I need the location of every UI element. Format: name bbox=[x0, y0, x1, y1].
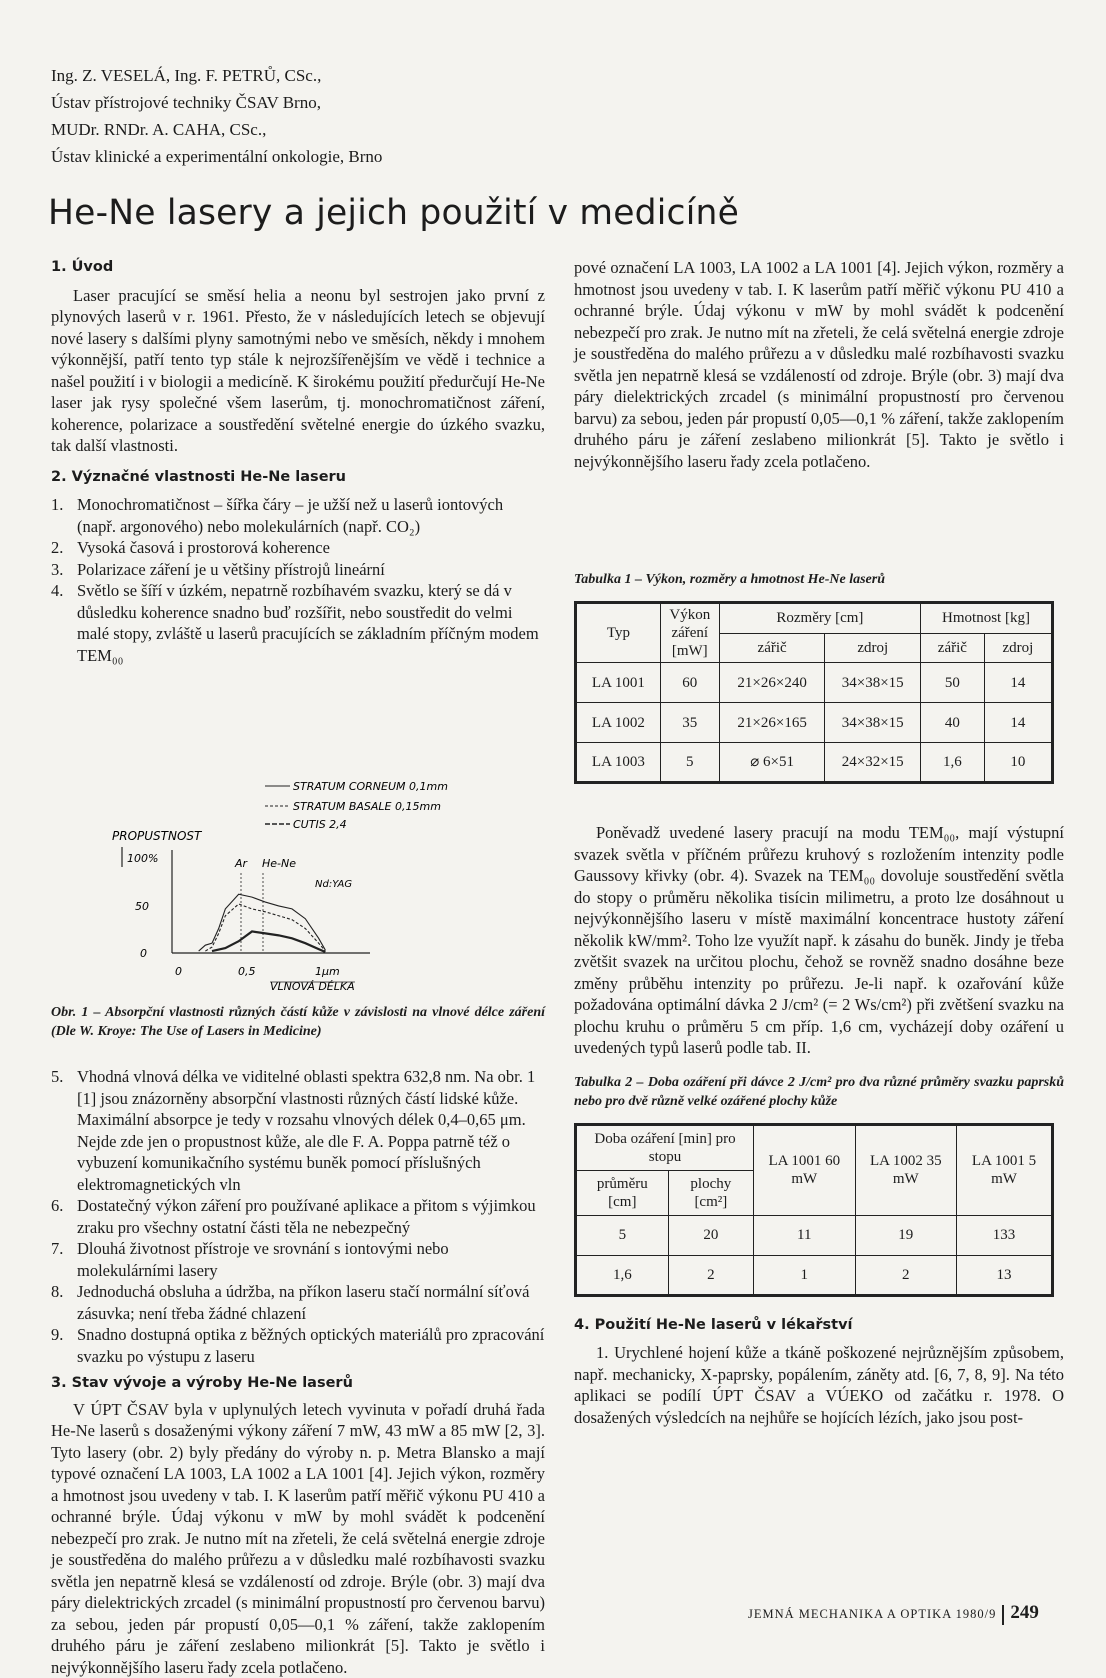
table-cell: 21×26×165 bbox=[719, 703, 825, 743]
table-cell: 35 bbox=[660, 703, 719, 743]
table-header: Doba ozáření [min] pro stopu bbox=[576, 1124, 754, 1170]
list-number: 9. bbox=[51, 1324, 63, 1346]
table-cell: 5 bbox=[576, 1215, 669, 1255]
list-number: 8. bbox=[51, 1281, 63, 1303]
right-column bbox=[574, 570, 1064, 784]
list-text: Monochromatičnost – šířka čáry – je užší než u laserů iontových (např. argonového) nebo molekulárních (např. CO₂) bbox=[77, 495, 503, 536]
table-subheader: plochy [cm²] bbox=[668, 1170, 753, 1215]
table1-caption: Tabulka 1 – Výkon, rozměry a hmotnost He-Ne laserů bbox=[574, 570, 1064, 589]
table-subheader: zářič bbox=[921, 633, 985, 662]
table-cell: 10 bbox=[984, 743, 1052, 783]
paragraph: 1. Urychlené hojení kůže a tkáně poškozené nejrůznějším způsobem, např. mechanicky, X-paprsky, popálením, záněty atd. [6, 7, 8, 9]. Na této aplikaci se podílí ÚPT ČSAV a VÚEKO od začátku r. 1978. O dosažených výsledcích na nejhůře se hojících lézích, jako jsou post- bbox=[574, 1342, 1064, 1428]
table-cell: 14 bbox=[984, 703, 1052, 743]
legend-item: CUTIS 2,4 bbox=[293, 818, 347, 831]
right-column-top bbox=[574, 257, 1064, 472]
laser-label-ar: Ar bbox=[234, 857, 249, 870]
paragraph: V ÚPT ČSAV byla v uplynulých letech vyvinuta v pořadí druhá řada He-Ne laserů s dosaženými výkony záření 7 mW, 43 mW a 85 mW [2, 3]. Tyto lasery (obr. 2) byly předány do výroby n. p. Metra Blansko a mají typové označení LA 1003, LA 1002 a LA 1001 [4]. Jejich výkon, rozměry a hmotnost jsou uvedeny v tab. I. K laserům patří měřič výkonu PU 410 a ochranné brýle. Údaj výkonu v mW by mohl svádět k podcenění nebezpečí pro zrak. Je nutno mít na zřeteli, že celá světelná energie zdroje je soustředěna do malého průřezu a v důsledku malé rozbíhavosti svazku světla jen nepatrně klesá se vzdáleností od zdroje. Brýle (obr. 3) mají dva páry dielektrických zrcadel (s minimální propustností pro červenou barvu) za sebou, jeden pár propustí 0,05—0,1 % záření, takže zaklopením druhého páru je záření zeslabeno milionkrát [5]. Takto je světlo i nejvýkonnějšího laseru řady zcela potlačeno. bbox=[51, 1399, 545, 1678]
legend-item: STRATUM BASALE 0,15mm bbox=[293, 800, 441, 813]
table-cell: ⌀ 6×51 bbox=[719, 743, 825, 783]
y-axis-label: PROPUSTNOST bbox=[112, 829, 203, 843]
table-subheader: zdroj bbox=[984, 633, 1052, 662]
table-cell: LA 1003 bbox=[576, 743, 661, 783]
list-text: Jednoduchá obsluha a údržba, na příkon laseru stačí normální síťová zásuvka; není třeba žádné chlazení bbox=[77, 1282, 529, 1323]
figure-legend bbox=[265, 780, 448, 831]
table-row bbox=[576, 1255, 1053, 1295]
curve-series-3 bbox=[212, 931, 325, 952]
table2-caption: Tabulka 2 – Doba ozáření při dávce 2 J/cm² pro dva různé průměry svazku paprsků nebo pro dvě různě velké ozářené plochy kůže bbox=[574, 1073, 1064, 1111]
table-header: Výkon záření [mW] bbox=[660, 603, 719, 663]
list-number: 1. bbox=[51, 494, 63, 516]
paragraph: Poněvadž uvedené lasery pracují na modu TEM₀₀, mají výstupní svazek světla v příčném průřezu kruhový s rozložením intenzity podle Gaussovy křivky (obr. 4). Svazek na TEM₀₀ dovoluje soustředění světla do stopy o průměru několika tisícin milimetru, a proto lze dosáhnout u nejvýkonnějšího laseru v místě maximální koncentrace hustoty záření několik kW/mm². Toho lze využít např. k zásahu do buněk. Jindy je třeba zvětšit svazek na určitou plochu, čehož se rovněž snadno dosáhne beze změny průběhu intenzity po průřezu. Je-li např. k ozařování kůže požadována optimální dávka 2 J/cm² (= 2 Ws/cm²) při zvětšení svazku na plochu kruhu o průměru 5 cm příp. 1,6 cm, vycházejí doby ozáření u uvedených typů laserů podle tab. II. bbox=[574, 822, 1064, 1059]
table-row bbox=[576, 1215, 1053, 1255]
left-column bbox=[51, 257, 545, 666]
list-item bbox=[51, 494, 545, 537]
journal-name: JEMNÁ MECHANIKA A OPTIKA 1980/9 bbox=[748, 1607, 996, 1621]
table-cell: 50 bbox=[921, 663, 985, 703]
table-cell: 2 bbox=[668, 1255, 753, 1295]
table-cell: 14 bbox=[984, 663, 1052, 703]
table-cell: 60 bbox=[660, 663, 719, 703]
table-header: Hmotnost [kg] bbox=[921, 603, 1053, 634]
table-cell: 11 bbox=[754, 1215, 856, 1255]
table-row bbox=[576, 703, 1053, 743]
list-number: 6. bbox=[51, 1195, 63, 1217]
list-number: 3. bbox=[51, 559, 63, 581]
table1 bbox=[574, 601, 1054, 784]
list-text: Vysoká časová i prostorová koherence bbox=[77, 538, 330, 557]
list-item bbox=[51, 1281, 545, 1324]
list-item bbox=[51, 1066, 545, 1195]
page-number: 249 bbox=[1010, 1602, 1039, 1623]
list-item bbox=[51, 1195, 545, 1238]
list-number: 4. bbox=[51, 580, 63, 602]
table-cell: 24×32×15 bbox=[825, 743, 921, 783]
table-cell: 133 bbox=[957, 1215, 1053, 1255]
table-cell: 34×38×15 bbox=[825, 663, 921, 703]
laser-label-ndyag: Nd:YAG bbox=[315, 879, 352, 890]
table2 bbox=[574, 1123, 1054, 1297]
list-number: 2. bbox=[51, 537, 63, 559]
list-item bbox=[51, 559, 545, 581]
list-text: Vhodná vlnová délka ve viditelné oblasti spektra 632,8 nm. Na obr. 1 [1] jsou znázorněny absorpční vlastnosti různých částí lidské kůže. Maximální absorpce je tedy v rozsahu vlnových délek 0,4–0,65 μm. Nejde zde jen o propustnost kůže, ale dle F. A. Poppa patrně též o vybuzení komunikačního systému buněk pomocí příslušných elektromagnetických vln bbox=[77, 1067, 535, 1194]
x-tick-label: 0 bbox=[175, 965, 182, 978]
table-cell: 1,6 bbox=[576, 1255, 669, 1295]
author-line: Ing. Z. VESELÁ, Ing. F. PETRŮ, CSc., bbox=[51, 62, 382, 89]
list-text: Snadno dostupná optika z běžných optických materiálů pro zpracování svazku po výstupu z laseru bbox=[77, 1325, 544, 1366]
y-tick-label: 0 bbox=[140, 947, 147, 960]
table-row bbox=[576, 743, 1053, 783]
table-row bbox=[576, 663, 1053, 703]
table-cell: 5 bbox=[660, 743, 719, 783]
x-axis-label: VLNOVÁ DÉLKA bbox=[270, 980, 355, 993]
table-subheader: průměru [cm] bbox=[576, 1170, 669, 1215]
table-cell: 21×26×240 bbox=[719, 663, 825, 703]
list-number: 5. bbox=[51, 1066, 63, 1088]
property-list bbox=[51, 494, 545, 666]
page-footer bbox=[748, 1602, 1039, 1625]
x-tick-label: 1μm bbox=[315, 965, 340, 978]
table-cell: LA 1001 bbox=[576, 663, 661, 703]
paragraph: Laser pracující se směsí helia a neonu byl sestrojen jako první z plynových laserů v r. 1961. Přesto, že v následujících letech se objevují nové lasery s dalšími plyny samotnými nebo ve směsích, někdy i mnohem výkonnější, patří tento typ stále k nejrozšířenějším ve vědě i technice a našel použití i v biologii a medicíně. K širokému použití předurčují He-Ne laser jak rysy společné všem laserům, tj. monochromatičnost záření, koherence, polarizace a soustředění světelné energie do úzkého svazku, tak další vlastnosti. bbox=[51, 285, 545, 457]
table-subheader: zdroj bbox=[825, 633, 921, 662]
table-header: Typ bbox=[576, 603, 661, 663]
list-item bbox=[51, 580, 545, 666]
table-cell: 1 bbox=[754, 1255, 856, 1295]
x-tick-label: 0,5 bbox=[238, 965, 256, 978]
list-item bbox=[51, 537, 545, 559]
table-cell: 2 bbox=[855, 1255, 957, 1295]
paragraph-continued bbox=[574, 257, 1064, 472]
property-list-continued bbox=[51, 1066, 545, 1367]
affiliation-line: Ústav klinické a experimentální onkologie, Brno bbox=[51, 143, 382, 170]
table-cell: 13 bbox=[957, 1255, 1053, 1295]
table-cell: 19 bbox=[855, 1215, 957, 1255]
list-number: 7. bbox=[51, 1238, 63, 1260]
table-header: LA 1001 5 mW bbox=[957, 1124, 1053, 1215]
table-subheader: zářič bbox=[719, 633, 825, 662]
author-line: MUDr. RNDr. A. CAHA, CSc., bbox=[51, 116, 382, 143]
list-text: Dlouhá životnost přístroje ve srovnání s iontovými nebo molekulárními lasery bbox=[77, 1239, 449, 1280]
section-heading: 4. Použití He-Ne laserů v lékařství bbox=[574, 1315, 1064, 1337]
list-text: Polarizace záření je u většiny přístrojů lineární bbox=[77, 560, 385, 579]
left-column-lower bbox=[51, 1066, 545, 1678]
section-heading: 1. Úvod bbox=[51, 257, 545, 279]
list-text: Dostatečný výkon záření pro používané aplikace a přitom s výjimkou zraku pro všechny ostatní části těla ne nebezpečný bbox=[77, 1196, 536, 1237]
section-heading: 3. Stav vývoje a výroby He-Ne laserů bbox=[51, 1373, 545, 1395]
table-cell: 40 bbox=[921, 703, 985, 743]
table-cell: 20 bbox=[668, 1215, 753, 1255]
table-header: Rozměry [cm] bbox=[719, 603, 920, 634]
author-block bbox=[51, 62, 382, 170]
right-column-middle bbox=[574, 822, 1064, 1428]
footer-divider bbox=[1002, 1605, 1004, 1625]
list-item bbox=[51, 1238, 545, 1281]
s3-continuation: pové označení LA 1003, LA 1002 a LA 1001 [4]. Jejich výkon, rozměry a hmotnost jsou uvedeny v tab. I. K laserům patří měřič výkonu PU 410 a ochranné brýle. Údaj výkonu v mW by mohl svádět k podcenění nebezpečí pro zrak. Je nutno mít na zřeteli, že celá světelná energie zdroje je soustředěna do malého průřezu a v důsledku malé rozbíhavosti svazku světla jen nepatrně klesá se vzdáleností od zdroje. Brýle (obr. 3) mají dva páry dielektrických zrcadel (s minimální propustností pro červenou barvu) za sebou, jeden pár propustí 0,05—0,1 % záření, takže zaklopením druhého páru je záření zeslabeno milionkrát [5]. Takto je světlo i nejvýkonnějšího laseru řady zcela potlačeno. bbox=[574, 258, 1064, 471]
y-tick-label: 50 bbox=[135, 900, 149, 913]
absorption-figure bbox=[100, 775, 520, 995]
affiliation-line: Ústav přístrojové techniky ČSAV Brno, bbox=[51, 89, 382, 116]
section-heading: 2. Význačné vlastnosti He-Ne laseru bbox=[51, 467, 545, 489]
table-header: LA 1001 60 mW bbox=[754, 1124, 856, 1215]
list-text: Světlo se šíří v úzkém, nepatrně rozbíhavém svazku, který se dá v důsledku koherence snadno buď rozšířit, nebo soustředit do velmi malé stopy, zvláště u laserů pracujících se základním příčným modem TEM₀₀ bbox=[77, 581, 539, 665]
table-cell: LA 1002 bbox=[576, 703, 661, 743]
table-cell: 34×38×15 bbox=[825, 703, 921, 743]
laser-label-hene: He-Ne bbox=[262, 857, 296, 870]
article-title: He-Ne lasery a jejich použití v medicíně bbox=[48, 193, 739, 233]
legend-item: STRATUM CORNEUM 0,1mm bbox=[293, 780, 448, 793]
figure-caption: Obr. 1 – Absorpční vlastnosti různých částí kůže v závislosti na vlnové délce záření (Dle W. Kroye: The Use of Lasers in Medicine) bbox=[51, 1003, 545, 1041]
list-item bbox=[51, 1324, 545, 1367]
y-tick-label: 100% bbox=[127, 852, 158, 865]
table-cell: 1,6 bbox=[921, 743, 985, 783]
table-header: LA 1002 35 mW bbox=[855, 1124, 957, 1215]
